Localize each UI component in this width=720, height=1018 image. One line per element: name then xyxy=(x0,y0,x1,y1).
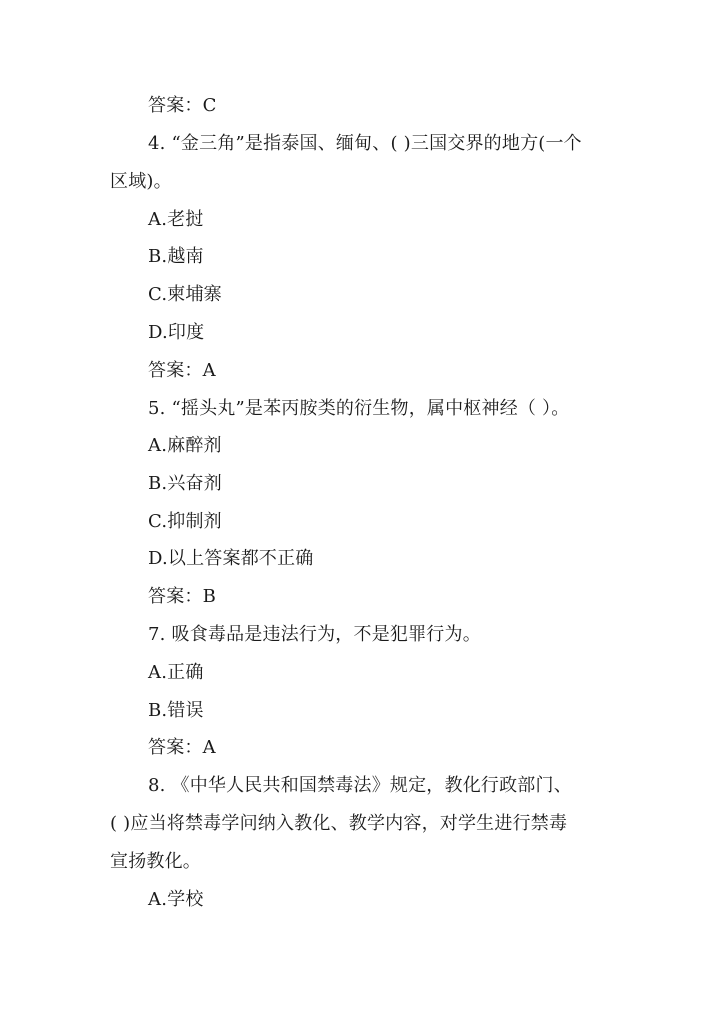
question-8-text-cont: 宣扬教化。 xyxy=(110,851,201,872)
answer-line: 答案：B xyxy=(148,586,217,607)
question-4-text: 4. “金三角”是指泰国、缅甸、( )三国交界的地方(一个 xyxy=(148,133,582,154)
option-a: A.学校 xyxy=(148,889,204,910)
question-5-text: 5. “摇头丸”是苯丙胺类的衍生物，属中枢神经（ ）。 xyxy=(148,398,570,419)
question-7-text: 7. 吸食毒品是违法行为，不是犯罪行为。 xyxy=(148,624,481,645)
option-a: A.老挝 xyxy=(148,209,204,230)
option-d: D.印度 xyxy=(148,322,205,343)
question-8-text-cont: ( )应当将禁毒学问纳入教化、教学内容，对学生进行禁毒 xyxy=(110,813,568,834)
answer-line: 答案：A xyxy=(148,737,216,758)
option-a: A.麻醉剂 xyxy=(148,435,222,456)
option-c: C.柬埔寨 xyxy=(148,284,222,305)
question-4-text-cont: 区域)。 xyxy=(110,171,172,192)
option-b: B.兴奋剂 xyxy=(148,473,222,494)
answer-line: 答案：A xyxy=(148,360,216,381)
option-b: B.错误 xyxy=(148,700,204,721)
question-8-text: 8. 《中华人民共和国禁毒法》规定，教化行政部门、 xyxy=(148,775,572,796)
answer-line: 答案：C xyxy=(148,95,217,116)
option-c: C.抑制剂 xyxy=(148,511,222,532)
option-a: A.正确 xyxy=(148,662,204,683)
option-d: D.以上答案都不正确 xyxy=(148,548,314,569)
option-b: B.越南 xyxy=(148,246,204,267)
